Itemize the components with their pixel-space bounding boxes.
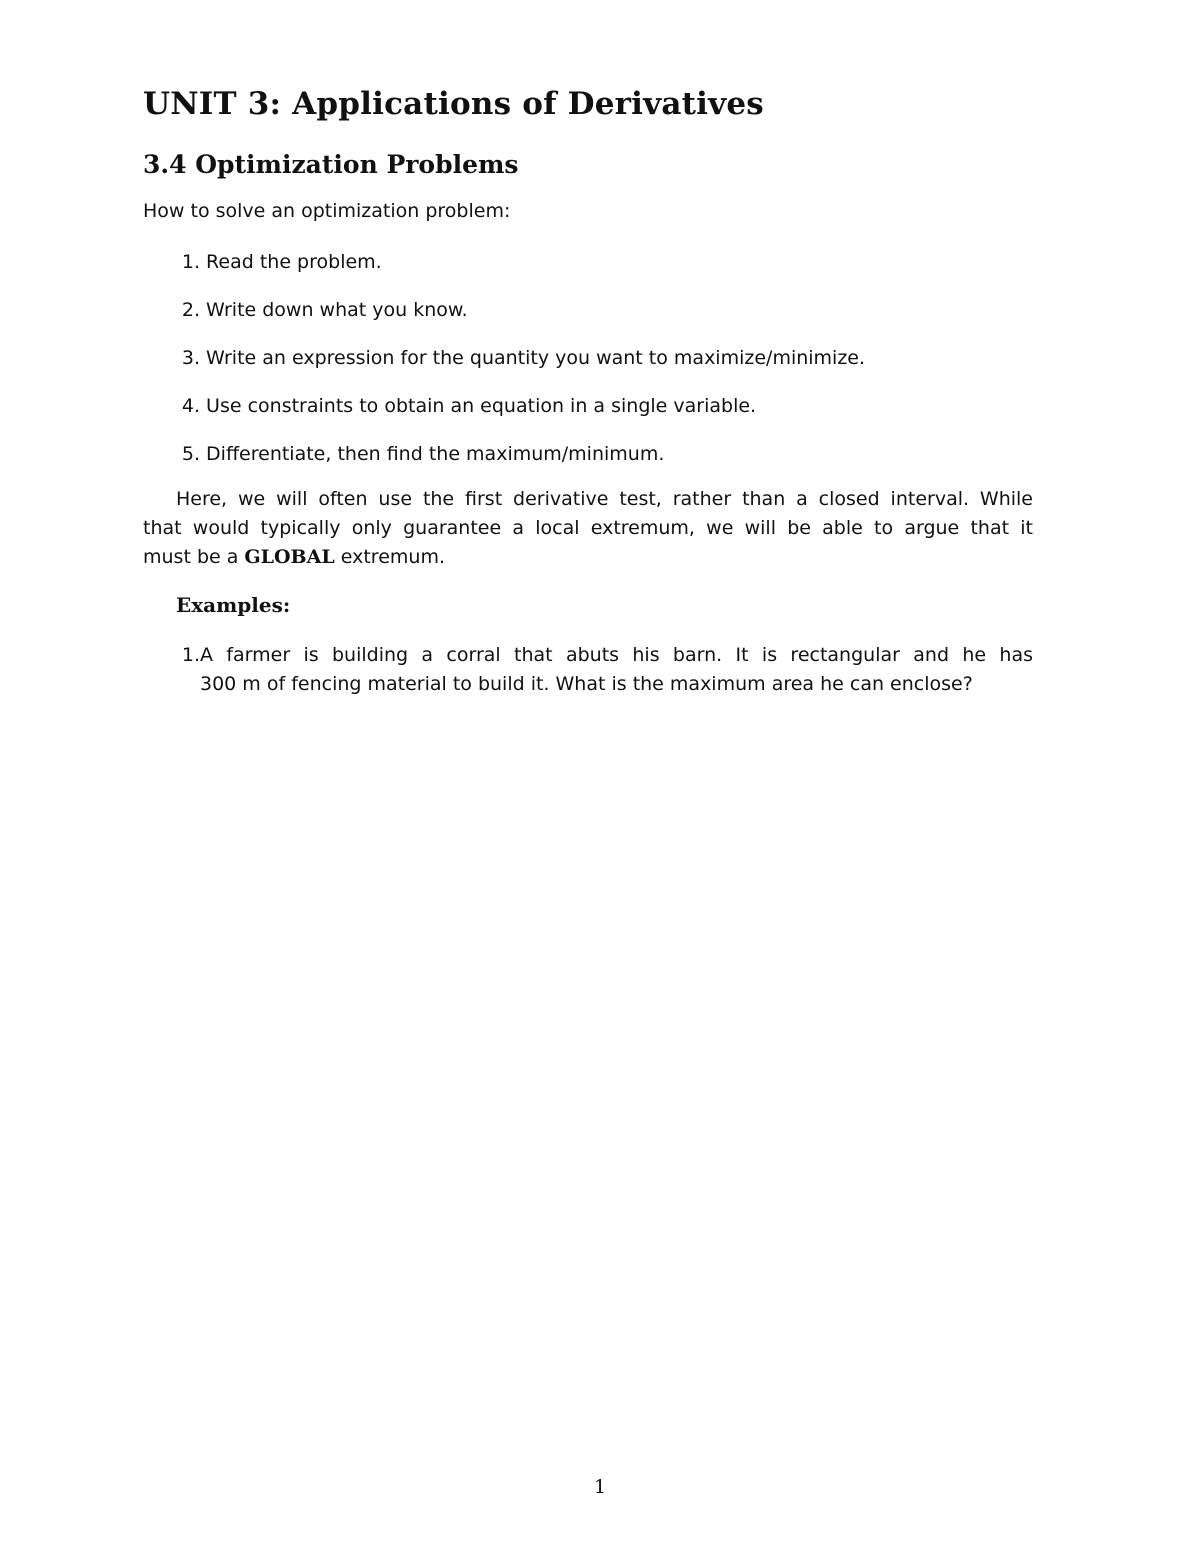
example-item xyxy=(143,641,1033,699)
step-text: Write down what you know. xyxy=(206,299,468,321)
intro-text: How to solve an optimization problem: xyxy=(143,200,511,222)
list-item xyxy=(143,295,865,343)
step-number: 1. xyxy=(181,251,200,273)
step-text: Use constraints to obtain an equation in a single variable. xyxy=(206,395,757,417)
steps-list xyxy=(143,247,865,487)
example-number: 1. xyxy=(181,644,200,666)
step-number: 4. xyxy=(181,395,200,417)
step-number: 2. xyxy=(181,299,200,321)
list-item xyxy=(143,343,865,391)
step-number: 5. xyxy=(181,443,200,465)
unit-title: UNIT 3: Applications of Derivatives xyxy=(143,86,764,122)
paragraph-line: that would typically only guarantee a local extremum, we will be able to argue that it xyxy=(143,517,1033,539)
list-item xyxy=(143,439,865,487)
example-line: A farmer is building a corral that abuts his barn. It is rectangular and he has xyxy=(200,644,1033,666)
example-text xyxy=(200,641,1033,699)
page-number: 1 xyxy=(593,1476,607,1498)
paragraph-line: Here, we will often use the first derivative test, rather than a closed interval. While xyxy=(176,488,1033,510)
step-text: Read the problem. xyxy=(206,251,382,273)
paragraph-line xyxy=(143,543,1033,572)
example-line: 300 m of fencing material to build it. What is the maximum area he can enclose? xyxy=(200,673,973,695)
list-item xyxy=(143,247,865,295)
examples-heading: Examples: xyxy=(176,593,291,617)
paragraph-text: must be a xyxy=(143,546,245,568)
step-text: Write an expression for the quantity you want to maximize/minimize. xyxy=(206,347,866,369)
step-text: Differentiate, then find the maximum/minimum. xyxy=(206,443,665,465)
list-item xyxy=(143,391,865,439)
paragraph-text: extremum. xyxy=(334,546,445,568)
emphasis-text: GLOBAL xyxy=(244,546,335,568)
explanation-paragraph xyxy=(143,485,1033,572)
section-title: 3.4 Optimization Problems xyxy=(143,150,519,179)
step-number: 3. xyxy=(181,347,200,369)
